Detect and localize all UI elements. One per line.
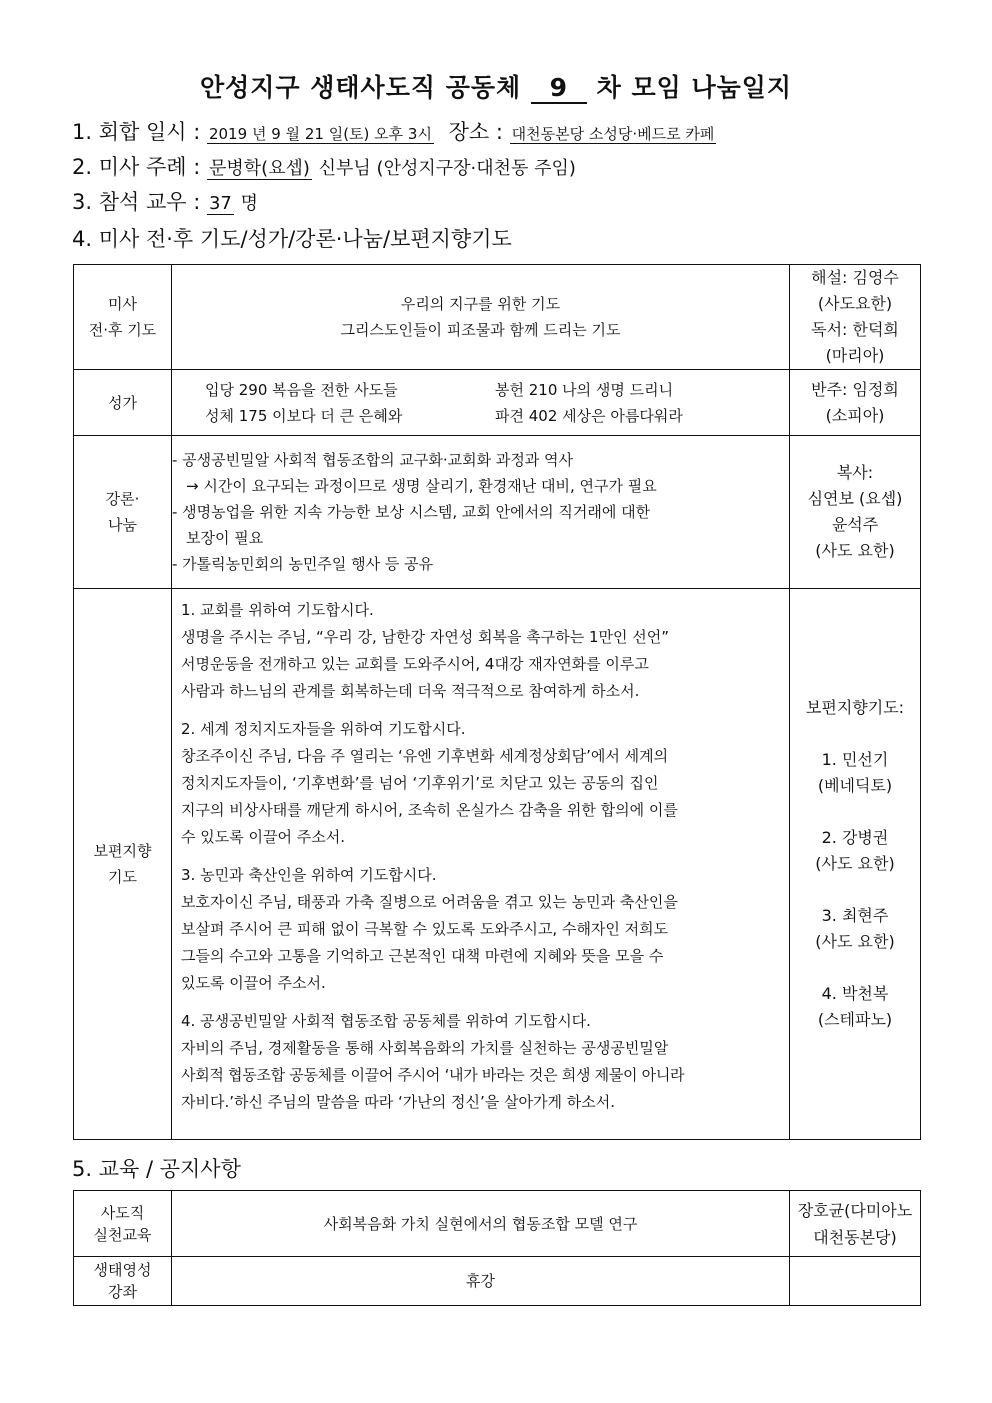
education-content: 사회복음화 가치 실현에서의 협동조합 모델 연구 [172, 1191, 790, 1257]
prayer-titles: 우리의 지구를 위한 기도 그리스도인들이 피조물과 함께 드리는 기도 [172, 265, 790, 370]
section5-heading: 5. 교육 / 공지사항 [72, 1157, 241, 1181]
attendance-unit: 명 [240, 193, 258, 214]
homily-line: - 공생공빈밀알 사회적 협동조합의 교구화·교회화 과정과 역사 [172, 451, 574, 469]
intercession-item: 1. 교회를 위하여 기도합시다. 생명을 주시는 주님, “우리 강, 남한강 자연성 회복을 촉구하는 1만인 선언” 서명운동을 전개하고 있는 교회를 도와주시어, 4대강 재자연화를 이루고 사람과 하느님의 관계를 회복하는데 더욱 적극적으로 참여하게 하소서. [181, 601, 670, 700]
hymn-item: 입당 290 복음을 전한 사도들 [205, 380, 398, 399]
hymn-item: 봉헌 210 나의 생명 드리니 [495, 380, 674, 399]
spirituality-lecturer [790, 1257, 921, 1306]
row-label-intercessions: 보편지향 기도 [74, 589, 172, 1140]
hymn-item: 파견 402 세상은 아름다워라 [495, 406, 683, 425]
homily-line: → 시간이 요구되는 과정이므로 생명 살리기, 환경재난 대비, 연구가 필요 [186, 477, 657, 495]
reader-item: 2. 강병권 (사도 요한) [815, 828, 895, 873]
table-row-intercessions [74, 589, 921, 1140]
homily-servers: 복사: 심연보 (요셉) 윤석주 (사도 요한) [790, 436, 921, 589]
celebrant-name: 문병학(요셉) [208, 158, 310, 179]
table-row-prayer [74, 265, 921, 370]
celebrant-title: 신부님 (안성지구장·대천동 주임) [318, 158, 576, 179]
celebrant-label: 2. 미사 주례 : [72, 155, 201, 179]
intercession-prayers [172, 589, 790, 1140]
intercession-item: 3. 농민과 축산인을 위하여 기도합시다. 보호자이신 주님, 태풍과 가축 질병으로 어려움을 겪고 있는 농민과 축산인을 보살펴 주시어 큰 피해 없이 극복할 수 있도록 도와주시고, 수해자인 저희도 그들의 수고와 고통을 기억하고 근본적인 대책 마련에 지혜와 뜻을 모을 수 있도록 이끌어 주소서. [181, 866, 678, 992]
place-label: 장소 : [448, 120, 503, 144]
education-table [73, 1190, 921, 1306]
hymn-item: 성체 175 이보다 더 큰 은혜와 [205, 406, 403, 425]
document-title [0, 68, 992, 104]
table-row-homily [74, 436, 921, 589]
meeting-datetime-line [72, 116, 716, 146]
hymn-accompanist: 반주: 임정희 (소피아) [790, 370, 921, 436]
reader-item: 1. 민선기 (베네딕토) [817, 750, 893, 795]
row-label-prayer: 미사 전·후 기도 [74, 265, 172, 370]
spirituality-content: 휴강 [172, 1257, 790, 1306]
intercession-item: 4. 공생공빈밀알 사회적 협동조합 공동체를 위하여 기도합시다. 자비의 주님, 경제활동을 통해 사회복음화의 가치를 실천하는 공생공빈밀알 사회적 협동조합 공동체를 이끌어 주시어 ‘내가 바라는 것은 희생 제물이 아니라 자비다.’하신 주님의 말씀을 따라 ‘가난의 정신’을 살아가게 하소서. [181, 1012, 685, 1111]
meeting-place: 대천동본당 소성당·베드로 카페 [511, 125, 715, 143]
meeting-number: 9 [531, 73, 587, 104]
mass-table [73, 264, 921, 1140]
hymn-list [172, 370, 790, 436]
title-prefix: 안성지구 생태사도직 공동체 [199, 73, 522, 102]
intercession-readers [790, 589, 921, 1140]
reader-item: 3. 최현주 (사도 요한) [815, 906, 895, 951]
table-row [74, 1191, 921, 1257]
attendance-line [72, 186, 258, 216]
mass-celebrant-line [72, 151, 576, 181]
homily-line: - 가톨릭농민회의 농민주일 행사 등 공유 [172, 555, 434, 573]
education-label: 사도직 실천교육 [74, 1191, 172, 1257]
readers-title: 보편지향기도: [805, 698, 905, 717]
table-row-hymns [74, 370, 921, 436]
meeting-date: 2019 년 9 월 21 일(토) 오후 3시 [208, 125, 432, 143]
reader-item: 4. 박천복 (스테파노) [817, 984, 893, 1029]
spirituality-label: 생태영성 강좌 [74, 1257, 172, 1306]
datetime-label: 1. 회합 일시 : [72, 120, 201, 144]
homily-line: - 생명농업을 위한 지속 가능한 보상 시스템, 교회 안에서의 직거래에 대한 [172, 503, 651, 521]
row-label-homily: 강론· 나눔 [74, 436, 172, 589]
prayer-roles: 해설: 김영수 (사도요한) 독서: 한덕희 (마리아) [790, 265, 921, 370]
homily-notes [172, 436, 790, 589]
attendance-label: 3. 참석 교우 : [72, 190, 201, 214]
education-lecturer: 장호균(다미아노 대천동본당) [790, 1191, 921, 1257]
row-label-hymns: 성가 [74, 370, 172, 436]
table-row [74, 1257, 921, 1306]
title-suffix: 차 모임 나눔일지 [596, 73, 793, 102]
attendance-count: 37 [208, 193, 232, 214]
homily-line: 보장이 필요 [186, 529, 264, 547]
section4-heading: 4. 미사 전·후 기도/성가/강론·나눔/보편지향기도 [72, 227, 512, 251]
intercession-item: 2. 세계 정치지도자들을 위하여 기도합시다. 창조주이신 주님, 다음 주 열리는 ‘유엔 기후변화 세계정상회담’에서 세계의 정치지도자들이, ‘기후변화’를 넘어 ‘기후위기’로 치닫고 있는 공동의 집인 지구의 비상사태를 깨닫게 하시어, 조속히 온실가스 감축을 위한 합의에 이를 수 있도록 이끌어 주소서. [181, 720, 678, 846]
